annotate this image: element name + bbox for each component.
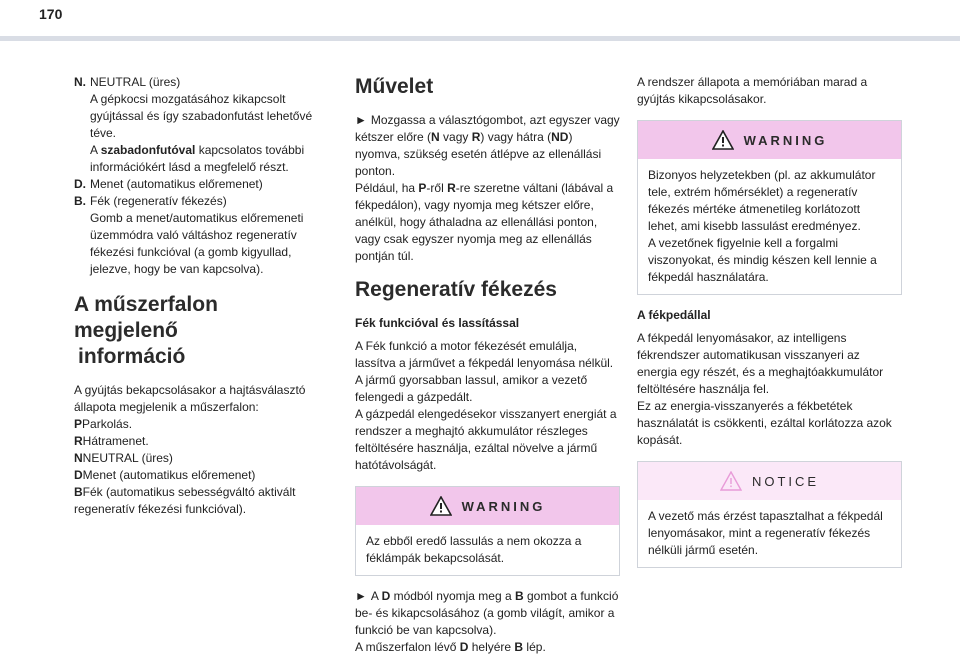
- notice-title: NOTICE: [751, 473, 820, 489]
- intro-paragraph: A gyújtás bekapcsolásakor a hajtásválasztó állapota megjelenik a műszerfalon:: [74, 383, 306, 414]
- list-item: [74, 176, 324, 193]
- warning-box: [355, 486, 620, 576]
- subheading-brake-pedal: A fékpedállal: [637, 308, 711, 322]
- column-right: [637, 74, 902, 580]
- header-rule: [0, 36, 960, 41]
- warning-text: Az ebből eredő lassulás a nem okozza a féklámpák bekapcsolását.: [366, 534, 582, 565]
- list-item: BFék (automatikus sebességváltó aktivált regeneratív fékezési funkcióval).: [74, 485, 296, 516]
- section-heading-operation: Művelet: [355, 75, 434, 98]
- page-header: [0, 0, 960, 44]
- warning-icon: [430, 496, 452, 516]
- notice-box: [637, 461, 902, 568]
- warning-title: WARNING: [743, 132, 828, 148]
- notice-icon: [720, 471, 742, 491]
- warning-icon: [712, 130, 734, 150]
- warning-text: A vezetőnek figyelnie kell a forgalmi viszonyokat, és mindig készen kell lennie a fékpedál használatára.: [648, 236, 877, 284]
- step-paragraph: ► A D módból nyomja meg a B gombot a funkció be- és kikapcsolásához (a gomb világít, amikor a funkció be van kapcsolva). A műszerfalon lévő D helyére B lép.: [355, 589, 619, 654]
- item-key: B.: [74, 194, 86, 208]
- warning-box: [637, 120, 902, 295]
- paragraph: A rendszer állapota a memóriában marad a gyújtás kikapcsolásakor.: [637, 75, 868, 106]
- arrow-icon: ►: [355, 589, 367, 603]
- item-text: A szabadonfutóval kapcsolatos további információkért lásd a megfelelő részt.: [90, 143, 305, 174]
- item-text: Gomb a menet/automatikus előremeneti üzemmódra való váltáshoz regeneratív fékezési funkcióval (a gomb kigyullad, jelezve, hogy be van kapcsolva).: [90, 211, 304, 276]
- list-item: RHátramenet.: [74, 434, 149, 448]
- warning-header: [638, 121, 901, 159]
- selector-positions-list: [74, 74, 324, 278]
- page-number: 170: [39, 6, 63, 22]
- paragraph: A fékpedál lenyomásakor, az intelligens fékrendszer automatikusan visszanyeri az energia egy részét, és a meghajtóakkumulátor feltöltésére használja fel.: [637, 331, 884, 396]
- list-item: DMenet (automatikus előremenet): [74, 468, 256, 482]
- list-item: [74, 74, 324, 176]
- paragraph: A Fék funkció a motor fékezését emulálja, lassítva a járművet a fékpedál lenyomása nélkül. A jármű gyorsabban lassul, amikor a vezető felengedi a gázpedált.: [355, 339, 614, 404]
- column-left: [74, 74, 324, 518]
- item-title: NEUTRAL (üres): [90, 75, 181, 89]
- notice-header: [638, 462, 901, 500]
- warning-title: WARNING: [461, 498, 546, 514]
- notice-text: A vezető más érzést tapasztalhat a fékpedál lenyomásakor, mint a regeneratív fékezés nélküli jármű esetén.: [648, 509, 883, 557]
- paragraph: Ez az energia-visszanyerés a fékbetétek használatát is csökkenti, ezáltal korlátozza azok kopását.: [637, 399, 892, 447]
- warning-text: Bizonyos helyzetekben (pl. az akkumulátor tele, extrém hőmérséklet) a regeneratív fékezés mértéke átmenetileg korlátozott lehet, ami kisebb lassulást eredményez.: [648, 168, 876, 233]
- section-heading-regenerative: Regeneratív fékezés: [355, 278, 557, 301]
- warning-header: [356, 487, 619, 525]
- list-item: PParkolás.: [74, 417, 133, 431]
- state-list: [74, 416, 324, 518]
- subheading-brake-function: Fék funkcióval és lassítással: [355, 316, 520, 330]
- arrow-icon: ►: [355, 113, 367, 127]
- item-key: D.: [74, 177, 86, 191]
- item-text: A gépkocsi mozgatásához kikapcsolt gyújtással és így szabadonfutást lehetővé téve.: [90, 92, 313, 140]
- operation-paragraph: ► Mozgassa a választógombot, azt egyszer vagy kétszer előre (N vagy R) vagy hátra (ND) nyomva, szükség esetén átlépve az ellenállási ponton. Például, ha P-ről R-re szeretne váltani (lábával a fékpedálon), vagy nyomja meg kétszer előre, anélkül, hogy áthaladna az ellenállási ponton, vagy csak egyszer nyomja meg az ellenállás pontján túl.: [355, 113, 620, 263]
- list-item: [74, 193, 324, 278]
- list-item: NNEUTRAL (üres): [74, 451, 173, 465]
- column-middle: [355, 74, 620, 656]
- item-title: Fék (regeneratív fékezés): [90, 194, 227, 208]
- item-text: Menet (automatikus előremenet): [90, 177, 263, 191]
- section-heading-instrument-panel: A műszerfalon megjelenő információ: [74, 293, 218, 368]
- item-key: N.: [74, 75, 86, 89]
- paragraph: A gázpedál elengedésekor visszanyert energiát a rendszer a meghajtó akkumulátor részleges feltöltésére használja, ezáltal növelve a jármű hatótávolságát.: [355, 407, 617, 472]
